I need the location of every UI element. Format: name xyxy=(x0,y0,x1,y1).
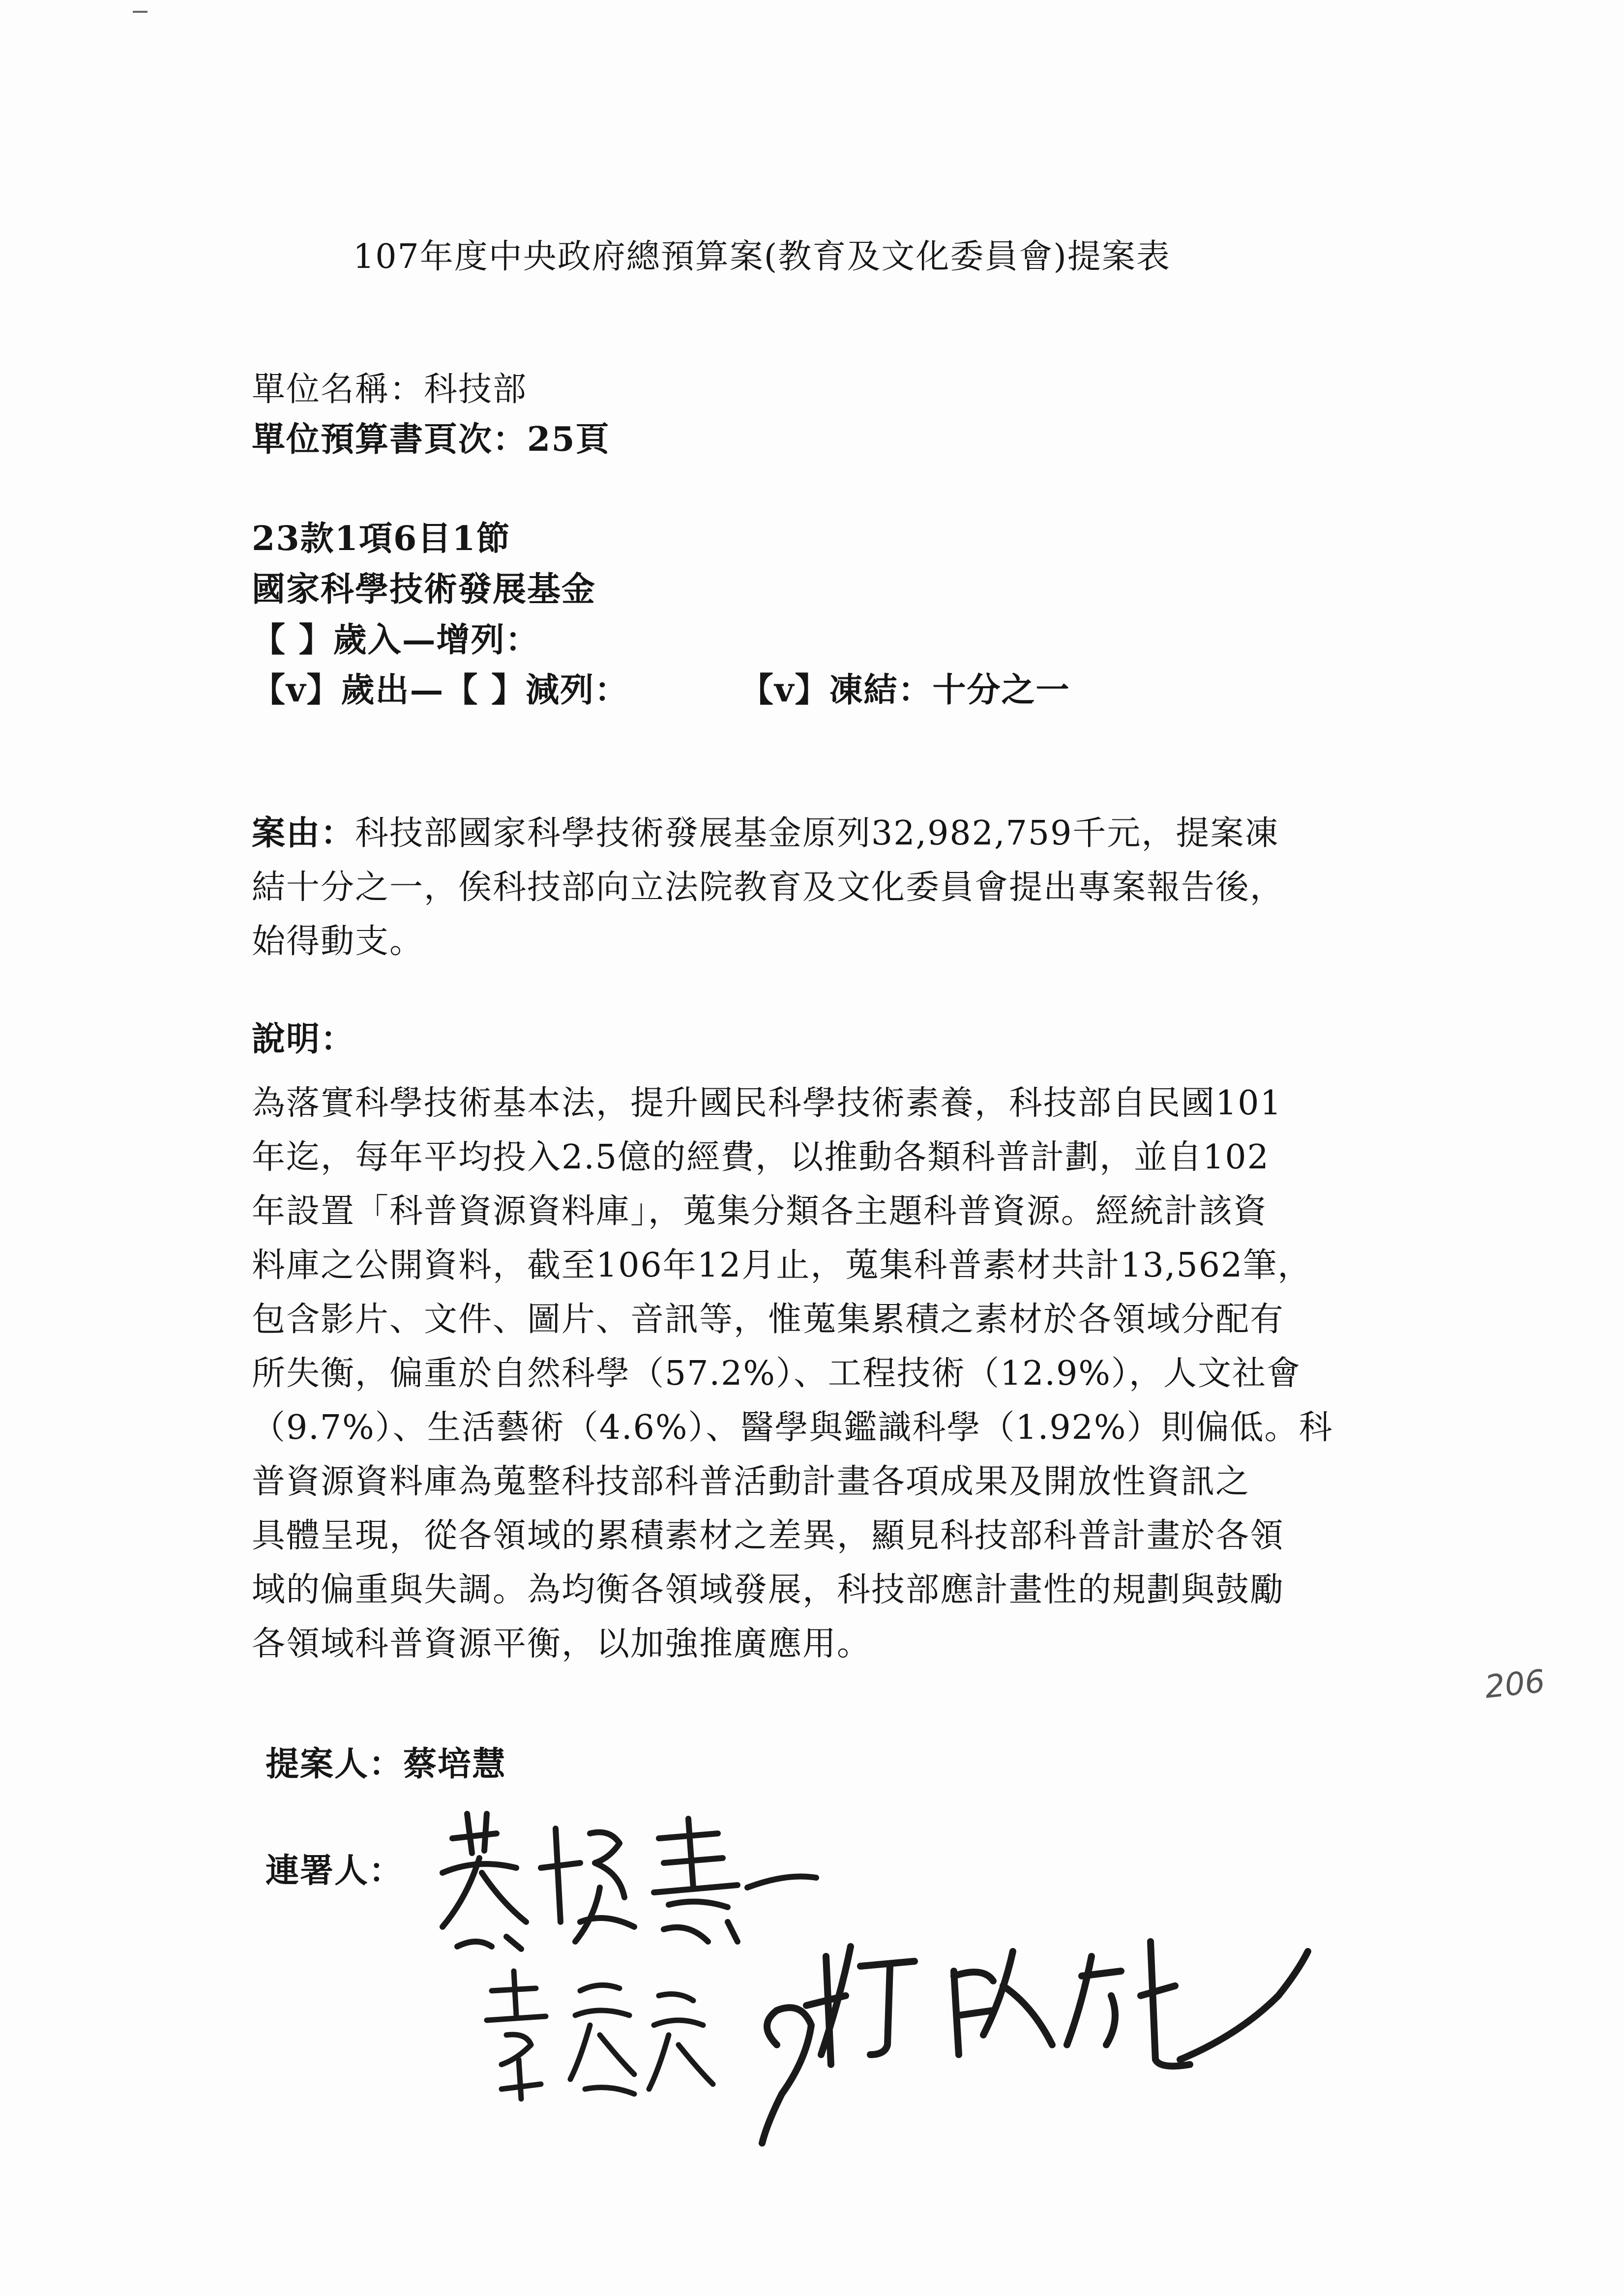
unit-name-label: 單位名稱： xyxy=(252,370,424,409)
unit-page-label: 單位預算書頁次： xyxy=(252,420,528,459)
proposer-name: 蔡培慧 xyxy=(403,1744,507,1784)
explanation-line: 年迄，每年平均投入2.5億的經費，以推動各類科普計劃，並自102 xyxy=(252,1138,1270,1177)
case-label: 案由： xyxy=(252,814,355,853)
page-number: 206 xyxy=(1483,1663,1547,1706)
explanation-line: （9.7%）、生活藝術（4.6%）、醫學與鑑識科學（1.92%）則偏低。科 xyxy=(252,1408,1333,1447)
explanation-line: 包含影片、文件、圖片、音訊等，惟蒐集累積之素材於各領域分配有 xyxy=(252,1300,1285,1339)
explanation-line: 為落實科學技術基本法，提升國民科學技術素養，科技部自民國101 xyxy=(252,1084,1282,1123)
unit-page-row xyxy=(252,413,610,461)
explanation-body xyxy=(252,1076,1383,1671)
revenue-line: 【 】歲入—增列： xyxy=(252,620,540,660)
explanation-line: 料庫之公開資料，截至106年12月止，蒐集科普素材共計13,562筆， xyxy=(252,1246,1312,1285)
unit-name-row xyxy=(252,363,527,410)
scan-speck xyxy=(133,11,148,13)
signature-2 xyxy=(472,1961,728,2109)
cosigners-label: 連署人： xyxy=(266,1851,404,1890)
explanation-label: 說明： xyxy=(252,1019,355,1059)
page-title: 107年度中央政府總預算案(教育及文化委員會)提案表 xyxy=(353,237,1171,276)
proposer-row xyxy=(266,1738,506,1785)
case-line-3: 始得動支。 xyxy=(252,922,424,961)
expense-line: 【v】歲出—【 】減列： xyxy=(252,670,629,710)
explanation-line: 年設置「科普資源資料庫」，蒐集分類各主題科普資源。經統計該資 xyxy=(252,1192,1268,1231)
explanation-line: 所失衡，偏重於自然科學（57.2%）、工程技術（12.9%），人文社會 xyxy=(252,1354,1301,1393)
explanation-line: 各領域科普資源平衡，以加強推廣應用。 xyxy=(252,1625,872,1663)
case-line-1: 案由：科技部國家科學技術發展基金原列32,982,759千元，提案凍 xyxy=(252,814,1279,853)
fund-name: 國家科學技術發展基金 xyxy=(252,570,596,609)
case-section xyxy=(252,806,1383,969)
explanation-line: 域的偏重與失調。為均衡各領域發展，科技部應計畫性的規劃與鼓勵 xyxy=(252,1570,1285,1609)
unit-page-value: 25頁 xyxy=(527,420,610,459)
freeze-line: 【v】凍結：十分之一 xyxy=(740,670,1070,710)
explanation-line: 具體呈現，從各領域的累積素材之差異，顯見科技部科普計畫於各領 xyxy=(252,1516,1285,1555)
signature-3 xyxy=(747,1897,1328,2153)
unit-name-value: 科技部 xyxy=(424,370,528,409)
budget-code: 23款1項6目1節 xyxy=(252,519,511,558)
case-line-2: 結十分之一，俟科技部向立法院教育及文化委員會提出專案報告後， xyxy=(252,868,1285,907)
explanation-line: 普資源資料庫為蒐整科技部科普活動計畫各項成果及開放性資訊之 xyxy=(252,1462,1250,1501)
proposer-label: 提案人： xyxy=(266,1744,404,1784)
